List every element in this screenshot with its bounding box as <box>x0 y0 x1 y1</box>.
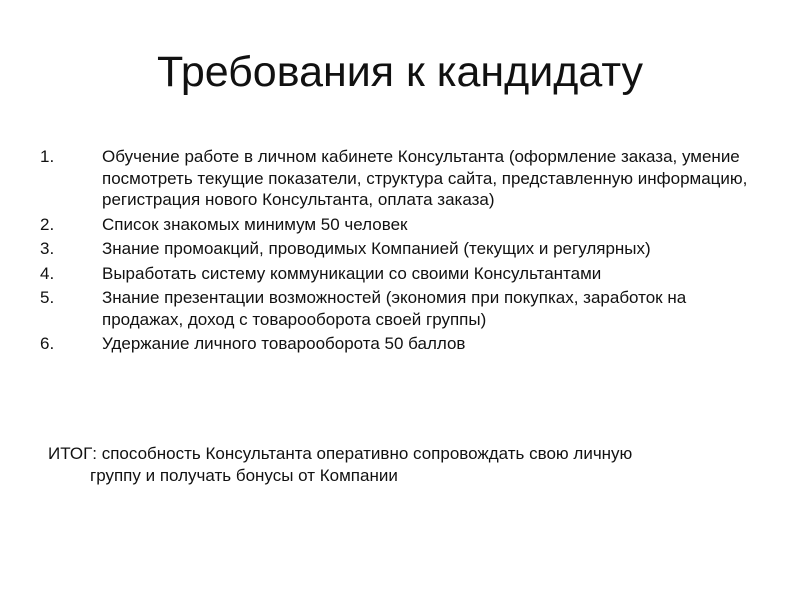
summary-line-1: ИТОГ: способность Консультанта оперативно сопровождать свою личную <box>48 444 633 463</box>
requirement-number: 5. <box>40 288 55 307</box>
requirement-number: 4. <box>40 263 55 283</box>
requirement-item-4 <box>40 263 760 285</box>
summary-line-2: группу и получать бонусы от Компании <box>90 466 398 485</box>
requirement-text: Знание презентации возможностей (экономия при покупках, заработок на продажах, доход с товарооборота своей группы) <box>102 288 687 329</box>
requirement-number: 3. <box>40 239 55 258</box>
summary-text <box>48 443 760 487</box>
requirement-number: 1. <box>40 147 55 166</box>
requirement-item-2 <box>40 214 760 236</box>
requirement-number: 2. <box>40 214 55 234</box>
slide-title: Требования к кандидату <box>156 48 644 96</box>
requirement-item-6 <box>40 333 760 355</box>
requirements-list <box>40 146 760 358</box>
requirement-text: Удержание личного товарооборота 50 баллов <box>102 334 466 353</box>
requirement-text: Выработать систему коммуникации со своими Консультантами <box>102 263 602 283</box>
requirement-text: Знание промоакций, проводимых Компанией (текущих и регулярных) <box>102 239 651 258</box>
requirement-item-5 <box>40 287 760 330</box>
requirement-number: 6. <box>40 334 55 353</box>
requirement-item-3 <box>40 238 760 260</box>
requirement-text: Обучение работе в личном кабинете Консультанта (оформление заказа, умение посмотреть текущие показатели, структура сайта, представленную информацию, регистрация нового Консультанта, оплата заказа) <box>102 147 748 209</box>
requirement-text: Список знакомых минимум 50 человек <box>102 214 408 234</box>
requirement-item-1 <box>40 146 760 211</box>
